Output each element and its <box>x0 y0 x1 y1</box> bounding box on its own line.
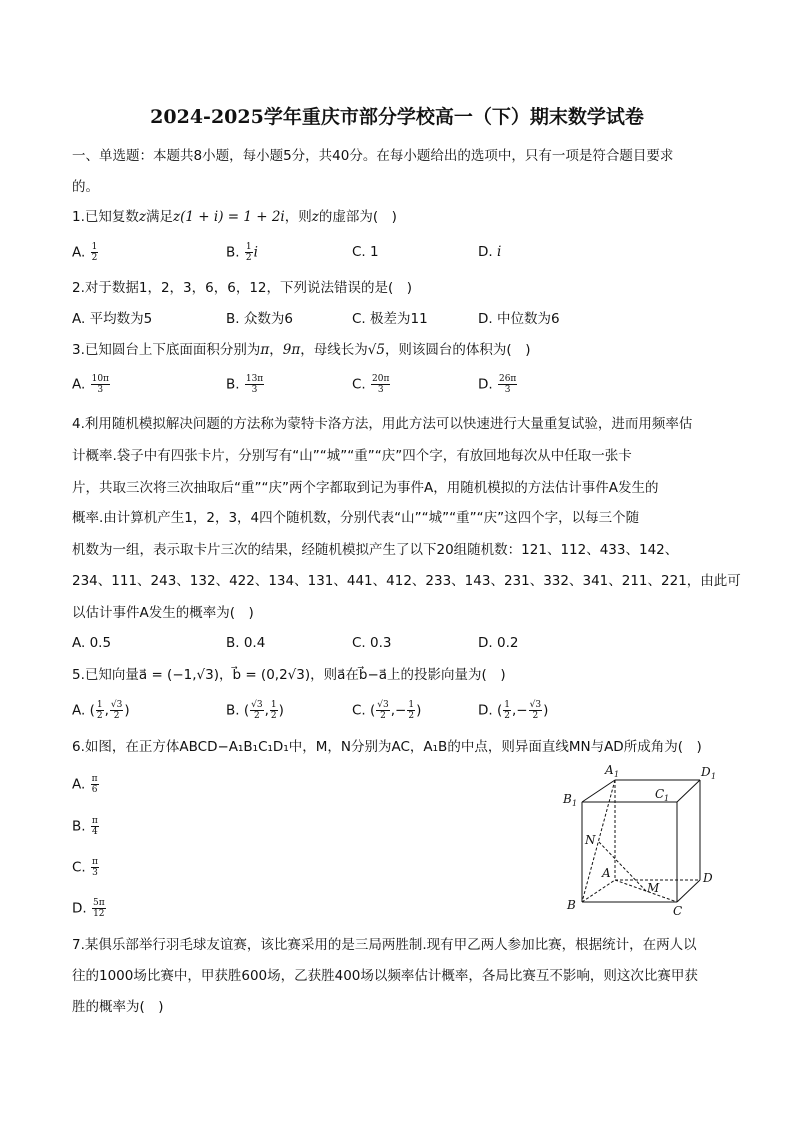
question-4-line-6: 234、111、243、132、422、134、131、441、412、233、143、231、332、341、211、221，由此可 <box>72 573 741 589</box>
fraction: $\frac{26\pi}{3}$ <box>498 374 517 395</box>
question-4-option-a[interactable]: A. 0.5 <box>72 635 112 651</box>
label-m: M <box>647 881 660 895</box>
label-a: A <box>602 866 611 880</box>
question-1-option-d[interactable]: D. i <box>478 244 502 260</box>
fraction: $\frac{\pi}{4}$ <box>91 816 98 837</box>
fraction: $\frac{√3}{2}$ <box>251 700 263 721</box>
label-d1-sub: 1 <box>711 772 717 781</box>
label-n: N <box>585 833 596 847</box>
label-b: B <box>567 898 576 912</box>
question-4-option-b[interactable]: B. 0.4 <box>226 635 266 651</box>
question-1-option-b[interactable]: B. $\frac{1}{2}$ i <box>226 242 258 263</box>
question-5-stem: 5.已知向量a⃗ = (−1,√3)，b⃗ = (0,2√3)，则a⃗在b⃗−a⃗上的投影向量为( ) <box>72 667 506 683</box>
label-b1-sub: 1 <box>572 799 578 808</box>
question-4-line-1: 4.利用随机模拟解决问题的方法称为蒙特卡洛方法，用此方法可以快速进行大量重复试验，进而用频率估 <box>72 416 693 432</box>
fraction: $\frac{√3}{2}$ <box>110 700 123 721</box>
question-4-line-2: 计概率.袋子中有四张卡片，分别写有“山”“城”“重”“庆”四个字，有放回地每次从中任取一张卡 <box>72 448 632 464</box>
question-6-option-a[interactable]: A. $\frac{\pi}{6}$ <box>72 774 98 795</box>
question-2-stem: 2.对于数据1，2，3，6，6，12，下列说法错误的是( ) <box>72 280 413 296</box>
fraction: $\frac{1}{2}$ <box>91 242 98 263</box>
question-5-option-d[interactable]: D. ( $\frac{1}{2}$ ,− $\frac{√3}{2}$ ) <box>478 700 549 721</box>
question-1-option-c[interactable]: C. 1 <box>352 244 379 260</box>
section-header-line-1: 一、单选题：本题共8小题，每小题5分，共40分。在每小题给出的选项中，只有一项是符合题目要求 <box>72 148 674 164</box>
label-a1-sub: 1 <box>614 770 620 779</box>
label-c: C <box>673 904 683 918</box>
question-2-option-b[interactable]: B. 众数为6 <box>226 311 293 327</box>
label-a1: A <box>605 763 614 777</box>
fraction: $\frac{\pi}{6}$ <box>91 774 98 795</box>
question-4-line-3: 片，共取三次将三次抽取后“重”“庆”两个字都取到记为事件A，用随机模拟的方法估计事件A发生的 <box>72 480 659 496</box>
question-4-line-4: 概率.由计算机产生1，2，3，4四个随机数，分别代表“山”“城”“重”“庆”这四个字，以每三个随 <box>72 510 640 526</box>
label-d: D <box>703 871 713 885</box>
label-c1: C <box>655 787 665 801</box>
fraction: $\frac{√3}{2}$ <box>529 700 542 721</box>
question-3-option-b[interactable]: B. $\frac{13\pi}{3}$ <box>226 374 264 395</box>
question-4-option-c[interactable]: C. 0.3 <box>352 635 392 651</box>
fraction: $\frac{1}{2}$ <box>504 700 510 721</box>
fraction: $\frac{5\pi}{12}$ <box>92 898 105 919</box>
question-3-option-c[interactable]: C. $\frac{20\pi}{3}$ <box>352 374 390 395</box>
question-4-line-7: 以估计事件A发生的概率为( ) <box>72 605 254 621</box>
section-header-line-2: 的。 <box>72 179 99 195</box>
fraction: $\frac{10\pi}{3}$ <box>91 374 109 395</box>
fraction: $\frac{13\pi}{3}$ <box>245 374 264 395</box>
edge-c-d <box>677 880 700 902</box>
question-5-option-c[interactable]: C. ( $\frac{√3}{2}$ ,− $\frac{1}{2}$ ) <box>352 700 422 721</box>
question-6-option-d[interactable]: D. $\frac{5\pi}{12}$ <box>72 898 105 919</box>
question-6-option-b[interactable]: B. $\frac{\pi}{4}$ <box>72 816 98 837</box>
question-3-stem: 3.已知圆台上下底面面积分别为π，9π，母线长为√5，则该圆台的体积为( ) <box>72 342 531 358</box>
question-2-option-c[interactable]: C. 极差为11 <box>352 311 428 327</box>
label-b1: B <box>563 792 572 806</box>
fraction: $\frac{1}{2}$ <box>245 242 252 263</box>
question-3-option-d[interactable]: D. $\frac{26\pi}{3}$ <box>478 374 517 395</box>
question-6-stem: 6.如图，在正方体ABCD−A₁B₁C₁D₁中，M，N分别为AC，A₁B的中点，则异面直线MN与AD所成角为( ) <box>72 739 702 755</box>
cube-figure <box>555 760 725 920</box>
fraction: $\frac{\pi}{3}$ <box>92 857 98 878</box>
page-title: 2024-2025学年重庆市部分学校高一（下）期末数学试卷 <box>150 106 644 128</box>
question-3-option-a[interactable]: A. $\frac{10\pi}{3}$ <box>72 374 109 395</box>
question-7-line-2: 往的1000场比赛中，甲获胜600场，乙获胜400场以频率估计概率，各局比赛互不影响，则这次比赛甲获 <box>72 968 698 984</box>
question-1-option-a[interactable]: A. $\frac{1}{2}$ <box>72 242 98 263</box>
question-2-option-a[interactable]: A. 平均数为5 <box>72 311 153 327</box>
fraction: $\frac{1}{2}$ <box>270 700 277 721</box>
question-1-stem: 1.已知复数z满足z(1 + i) = 1 + 2i，则z的虚部为( ) <box>72 209 397 225</box>
question-4-line-5: 机数为一组，表示取卡片三次的结果，经随机模拟产生了以下20组随机数：121、112、433、142、 <box>72 542 679 558</box>
label-c1-sub: 1 <box>664 794 670 803</box>
question-5-option-a[interactable]: A. ( $\frac{1}{2}$ , $\frac{√3}{2}$ ) <box>72 700 130 721</box>
fraction: $\frac{1}{2}$ <box>408 700 415 721</box>
question-7-line-1: 7.某俱乐部举行羽毛球友谊赛，该比赛采用的是三局两胜制.现有甲乙两人参加比赛，根据统计，在两人以 <box>72 937 697 953</box>
question-4-option-d[interactable]: D. 0.2 <box>478 635 519 651</box>
edge-b1-a1 <box>582 780 615 802</box>
question-5-option-b[interactable]: B. ( $\frac{√3}{2}$ , $\frac{1}{2}$ ) <box>226 700 284 721</box>
label-d1: D <box>701 765 711 779</box>
fraction: $\frac{√3}{2}$ <box>377 700 389 721</box>
fraction: $\frac{1}{2}$ <box>96 700 103 721</box>
question-6-option-c[interactable]: C. $\frac{\pi}{3}$ <box>72 857 98 878</box>
question-2-option-d[interactable]: D. 中位数为6 <box>478 311 560 327</box>
edge-c1-d1 <box>677 780 700 802</box>
question-7-line-3: 胜的概率为( ) <box>72 999 164 1015</box>
fraction: $\frac{20\pi}{3}$ <box>372 374 390 395</box>
